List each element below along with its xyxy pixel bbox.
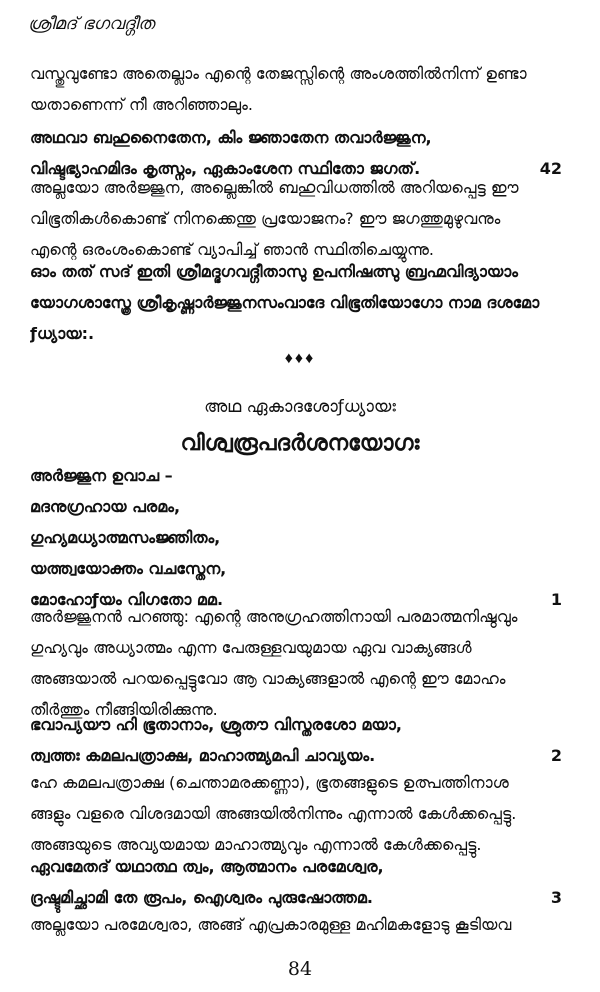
section-divider: ♦♦♦ <box>284 350 316 367</box>
text-line: അങ്ങയാൽ പറയപ്പെട്ടുവോ ആ വാക്യങ്ങളാൽ എന്റെ ഈ മോഹം <box>30 669 506 688</box>
prose-paragraph <box>30 909 574 940</box>
text-line: തീർത്തും നീങ്ങിയിരിക്കുന്നു. <box>30 700 218 719</box>
prose-paragraph <box>30 767 574 860</box>
verse-line: അർജ്ജുന ഉവാച – <box>30 466 173 485</box>
text-line: യതാണെന്ന് നീ അറിഞ്ഞാലും. <box>30 95 253 114</box>
verse-number: 1 <box>550 590 562 609</box>
text-line: അർജ്ജുനൻ പറഞ്ഞു: എന്റെ അനുഗ്രഹത്തിനായി പരമാത്മനിഷ്ഠവും <box>30 607 518 626</box>
verse-number: 42 <box>539 159 562 178</box>
text-line: ഗുഹ്യവും അധ്യാത്മം എന്ന പേരുള്ളവയുമായ ഏവ വാക്യങ്ങൾ <box>30 638 472 657</box>
chapter-heading: അഥ ഏകാദശോƒധ്യായഃ <box>204 397 396 417</box>
prose-paragraph <box>30 601 574 725</box>
sanskrit-verse <box>30 851 574 913</box>
sanskrit-verse <box>30 709 574 771</box>
chapter-colophon <box>30 256 574 349</box>
verse-line: ത്വത്തഃ കമലപത്രാക്ഷ, മാഹാത്മ്യമപി ചാവ്യയം. <box>30 746 376 765</box>
text-line: അങ്ങയുടെ അവ്യയമായ മാഹാത്മ്യവും എന്നാൽ കേൾക്കപ്പെട്ടു. <box>30 835 482 854</box>
verse-number: 2 <box>550 746 562 765</box>
chapter-title: വിശ്വരൂപദർശനയോഗഃ <box>180 431 420 456</box>
text-line: എന്റെ ഒരംശംകൊണ്ട് വ്യാപിച്ച് ഞാൻ സ്ഥിതിചെയ്യുന്നു. <box>30 240 435 259</box>
text-line: ങ്ങളും വളരെ വിശദമായി അങ്ങയിൽനിന്നും എന്നാൽ കേൾക്കപ്പെട്ടു. <box>30 804 517 823</box>
prose-paragraph <box>30 172 574 265</box>
prose-paragraph <box>30 58 574 120</box>
text-line: വിഭൂതികൾകൊണ്ട് നിനക്കെന്തു പ്രയോജനം? ഈ ജഗത്തുമുഴുവനും <box>30 209 501 228</box>
text-line: ƒധ്യായ:. <box>30 324 95 343</box>
verse-line: ഭവാപ്യയൗ ഹി ഭൂതാനാം, ശ്രുതൗ വിസ്തരശോ മയാ, <box>30 715 402 734</box>
running-header: ശ്രീമദ് ഭഗവദ്ഗീത <box>28 14 155 34</box>
page-number: 84 <box>287 958 313 980</box>
verse-number: 3 <box>550 888 562 907</box>
text-line: ഓം തത് സദ് ഇതി ശ്രീമദ്ഭഗവദ്ഗീതാസു ഉപനിഷത്സു ബ്രഹ്മവിദ്യായാം <box>30 262 518 281</box>
verse-line: മദനുഗ്രഹായ പരമം, <box>30 497 181 516</box>
verse-line: ഗുഹ്യമധ്യാത്മസംജ്ഞിതം, <box>30 528 221 547</box>
sanskrit-verse <box>30 460 574 615</box>
text-line: അല്ലയോ പരമേശ്വരാ, അങ്ങ് എപ്രകാരമുള്ള മഹിമകളോടു കൂടിയവ <box>30 915 512 934</box>
verse-line: ദ്രഷ്ടുമിച്ഛാമി തേ രൂപം, ഐശ്വരം പുരുഷോത്തമ. <box>30 888 373 907</box>
text-line: ഹേ കമലപത്രാക്ഷ (ചെന്താമരക്കണ്ണാ), ഭൂതങ്ങളുടെ ഉത്പത്തിനാശ <box>30 773 509 792</box>
text-line: യോഗശാസ്ത്രേ ശ്രീകൃഷ്ണാർജ്ജുനസംവാദേ വിഭൂതിയോഗോ നാമ ദശമോ <box>30 293 540 312</box>
text-line: വസ്തുവുണ്ടോ അതെല്ലാം എന്റെ തേജസ്സിന്റെ അംശത്തിൽനിന്ന് ഉണ്ടാ <box>30 64 527 83</box>
text-line: അല്ലയോ അർജ്ജുന, അല്ലെങ്കിൽ ബഹുവിധത്തിൽ അറിയപ്പെട്ട ഈ <box>30 178 519 197</box>
verse-line: യത്ത്വയോക്തം വചസ്തേന, <box>30 559 227 578</box>
verse-line: ഏവമേതദ് യഥാത്ഥ ത്വം, ആത്മാനം പരമേശ്വര, <box>30 857 384 876</box>
verse-line: മോഹോƒയം വിഗതോ മമ. <box>30 590 224 609</box>
verse-line: അഥവാ ബഹുനൈതേന, കിം ജ്ഞാതേന തവാർജ്ജുന, <box>30 128 432 147</box>
verse-line: വിഷ്ടഭ്യാഹമിദം കൃത്സ്നം, ഏകാംശേന സ്ഥിതോ ജഗത്. <box>30 159 421 178</box>
